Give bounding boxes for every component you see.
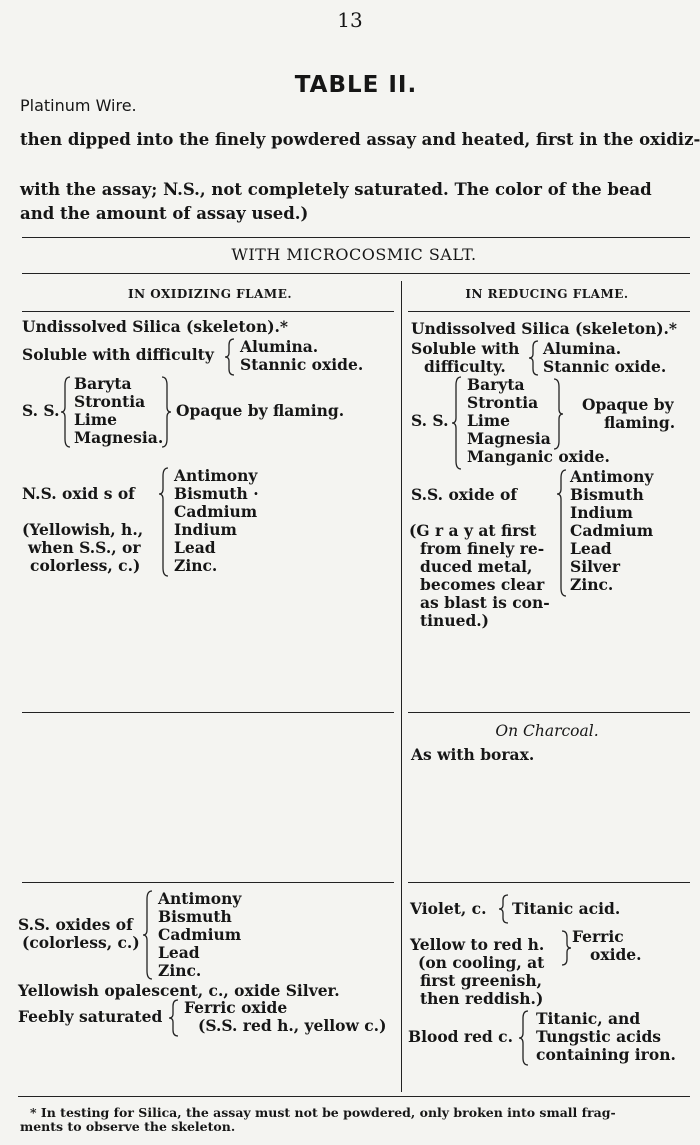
right-opaque: flaming.	[604, 413, 676, 432]
left-feebly-label: Feebly saturated	[18, 1007, 163, 1026]
right-brace-icon	[451, 376, 463, 470]
left-ss2-label: S.S. oxides of	[18, 915, 133, 934]
left-feebly-item: (S.S. red h., yellow c.)	[198, 1016, 387, 1035]
right-yellow-label: first greenish,	[420, 971, 542, 990]
left-ns-note: (Yellowish, h.,	[22, 520, 144, 539]
right-charcoal-heading: On Charcoal.	[495, 722, 599, 740]
column-left-header: IN OXIDIZING FLAME.	[127, 287, 293, 301]
right-ss-oxide-item: Silver	[570, 557, 621, 576]
left-brace-icon	[60, 376, 72, 448]
right-brace-icon	[556, 469, 568, 597]
right-yellow-item: oxide.	[590, 945, 642, 964]
right-blood-label: Blood red c.	[408, 1027, 513, 1046]
left-ns-item: Cadmium	[174, 502, 258, 521]
right-yellow-label: then reddish.)	[420, 989, 544, 1008]
right-brace-close-icon	[552, 378, 564, 450]
left-ss2-item: Bismuth	[158, 907, 232, 926]
left-ss-label: S. S.	[22, 401, 60, 420]
left-ns-item: Bismuth ·	[174, 484, 259, 503]
intro-line-2: then dipped into the finely powdered assay and heated, first in the oxidiz-	[20, 130, 700, 149]
left-ns-item: Antimony	[174, 466, 258, 485]
rule-left-low	[22, 882, 394, 883]
right-brace-close-icon	[560, 930, 572, 966]
left-brace-icon	[168, 999, 180, 1037]
right-ss-note: from finely re-	[420, 539, 545, 558]
right-brace-icon	[528, 340, 540, 376]
right-ss-note: (G r a y at first	[409, 521, 537, 540]
left-ss2-item: Cadmium	[158, 925, 242, 944]
rule-top	[22, 237, 690, 238]
rule-right-header	[408, 311, 690, 312]
right-yellow-label: Yellow to red h.	[410, 935, 545, 954]
column-divider	[401, 281, 402, 1092]
left-brace-close-icon	[160, 376, 172, 448]
right-ss-item: Lime	[467, 411, 511, 430]
table-title: TABLE II.	[294, 72, 418, 98]
right-brace-icon	[518, 1010, 530, 1066]
right-ss-oxide-item: Lead	[570, 539, 612, 558]
rule-right-mid	[408, 712, 690, 713]
column-right-header: IN REDUCING FLAME.	[465, 287, 629, 301]
rule-footnote	[18, 1096, 690, 1097]
left-silica: Undissolved Silica (skeleton).*	[22, 317, 289, 336]
left-ns-note: colorless, c.)	[30, 556, 141, 575]
left-opalescent: Yellowish opalescent, c., oxide Silver.	[18, 981, 340, 1000]
left-feebly-item: Ferric oxide	[184, 998, 288, 1017]
left-ss2-item: Antimony	[158, 889, 242, 908]
intro-line-1: Platinum Wire.	[20, 96, 137, 115]
left-ns-item: Lead	[174, 538, 216, 557]
right-blood-item: Titanic, and	[536, 1009, 641, 1028]
right-opaque: Opaque by	[582, 395, 674, 414]
rule-left-mid	[22, 712, 394, 713]
left-ns-note: when S.S., or	[28, 538, 141, 557]
left-soluble-label: Soluble with difficulty	[22, 345, 214, 364]
left-ss-item: Strontia	[74, 392, 146, 411]
right-ss-oxide-item: Bismuth	[570, 485, 644, 504]
right-ss-note: as blast is con-	[420, 593, 550, 612]
right-blood-item: containing iron.	[536, 1045, 676, 1064]
left-ss-item: Baryta	[74, 374, 132, 393]
right-blood-item: Tungstic acids	[536, 1027, 662, 1046]
right-ss-item: Baryta	[467, 375, 525, 394]
section-heading: WITH MICROCOSMIC SALT.	[231, 245, 477, 264]
intro-line-3: with the assay; N.S., not completely saturated. The color of the bead	[20, 180, 652, 199]
left-ss2-note: (colorless, c.)	[22, 933, 140, 952]
right-brace-icon	[498, 894, 510, 924]
left-soluble-item: Stannic oxide.	[240, 355, 364, 374]
left-brace-icon	[142, 890, 154, 980]
right-soluble-item: Stannic oxide.	[543, 357, 667, 376]
right-ss-oxide-item: Zinc.	[570, 575, 614, 594]
right-borax: As with borax.	[411, 745, 535, 764]
right-yellow-label: (on cooling, at	[418, 953, 545, 972]
rule-left-header	[22, 311, 394, 312]
footnote-line: * In testing for Silica, the assay must not be powdered, only broken into small frag-	[30, 1105, 616, 1120]
left-brace-icon	[224, 338, 236, 376]
right-ss-oxide-item: Indium	[570, 503, 633, 522]
left-opaque: Opaque by flaming.	[176, 401, 345, 420]
right-silica: Undissolved Silica (skeleton).*	[411, 319, 678, 338]
right-ss-oxide-item: Antimony	[570, 467, 654, 486]
page-number: 13	[337, 8, 363, 32]
right-ss-note: becomes clear	[420, 575, 545, 594]
intro-line-4: and the amount of assay used.)	[20, 204, 309, 223]
right-ss-item: Strontia	[467, 393, 539, 412]
right-ss-note: duced metal,	[420, 557, 533, 576]
left-soluble-item: Alumina.	[240, 337, 319, 356]
right-yellow-item: Ferric	[572, 927, 624, 946]
right-soluble-label: Soluble with	[411, 339, 520, 358]
right-ss-note: tinued.)	[420, 611, 490, 630]
right-ss-oxide-item: Cadmium	[570, 521, 654, 540]
right-soluble-item: Alumina.	[543, 339, 622, 358]
rule-right-low	[408, 882, 690, 883]
left-ss-item: Magnesia.	[74, 428, 164, 447]
left-ns-label: N.S. oxid s of	[22, 484, 135, 503]
left-ss2-item: Lead	[158, 943, 200, 962]
right-ss-label: S. S.	[411, 411, 449, 430]
right-ss-item: Magnesia	[467, 429, 551, 448]
left-ns-item: Zinc.	[174, 556, 218, 575]
right-ss-item: Manganic oxide.	[467, 447, 610, 466]
rule-heading	[22, 273, 690, 274]
right-violet-item: Titanic acid.	[512, 899, 621, 918]
right-soluble-label: difficulty.	[424, 357, 506, 376]
right-violet-label: Violet, c.	[410, 899, 487, 918]
left-brace-icon	[158, 467, 170, 577]
right-ss-oxide-label: S.S. oxide of	[411, 485, 518, 504]
left-ss2-item: Zinc.	[158, 961, 202, 980]
left-ns-item: Indium	[174, 520, 237, 539]
footnote-line: ments to observe the skeleton.	[20, 1119, 236, 1134]
left-ss-item: Lime	[74, 410, 118, 429]
